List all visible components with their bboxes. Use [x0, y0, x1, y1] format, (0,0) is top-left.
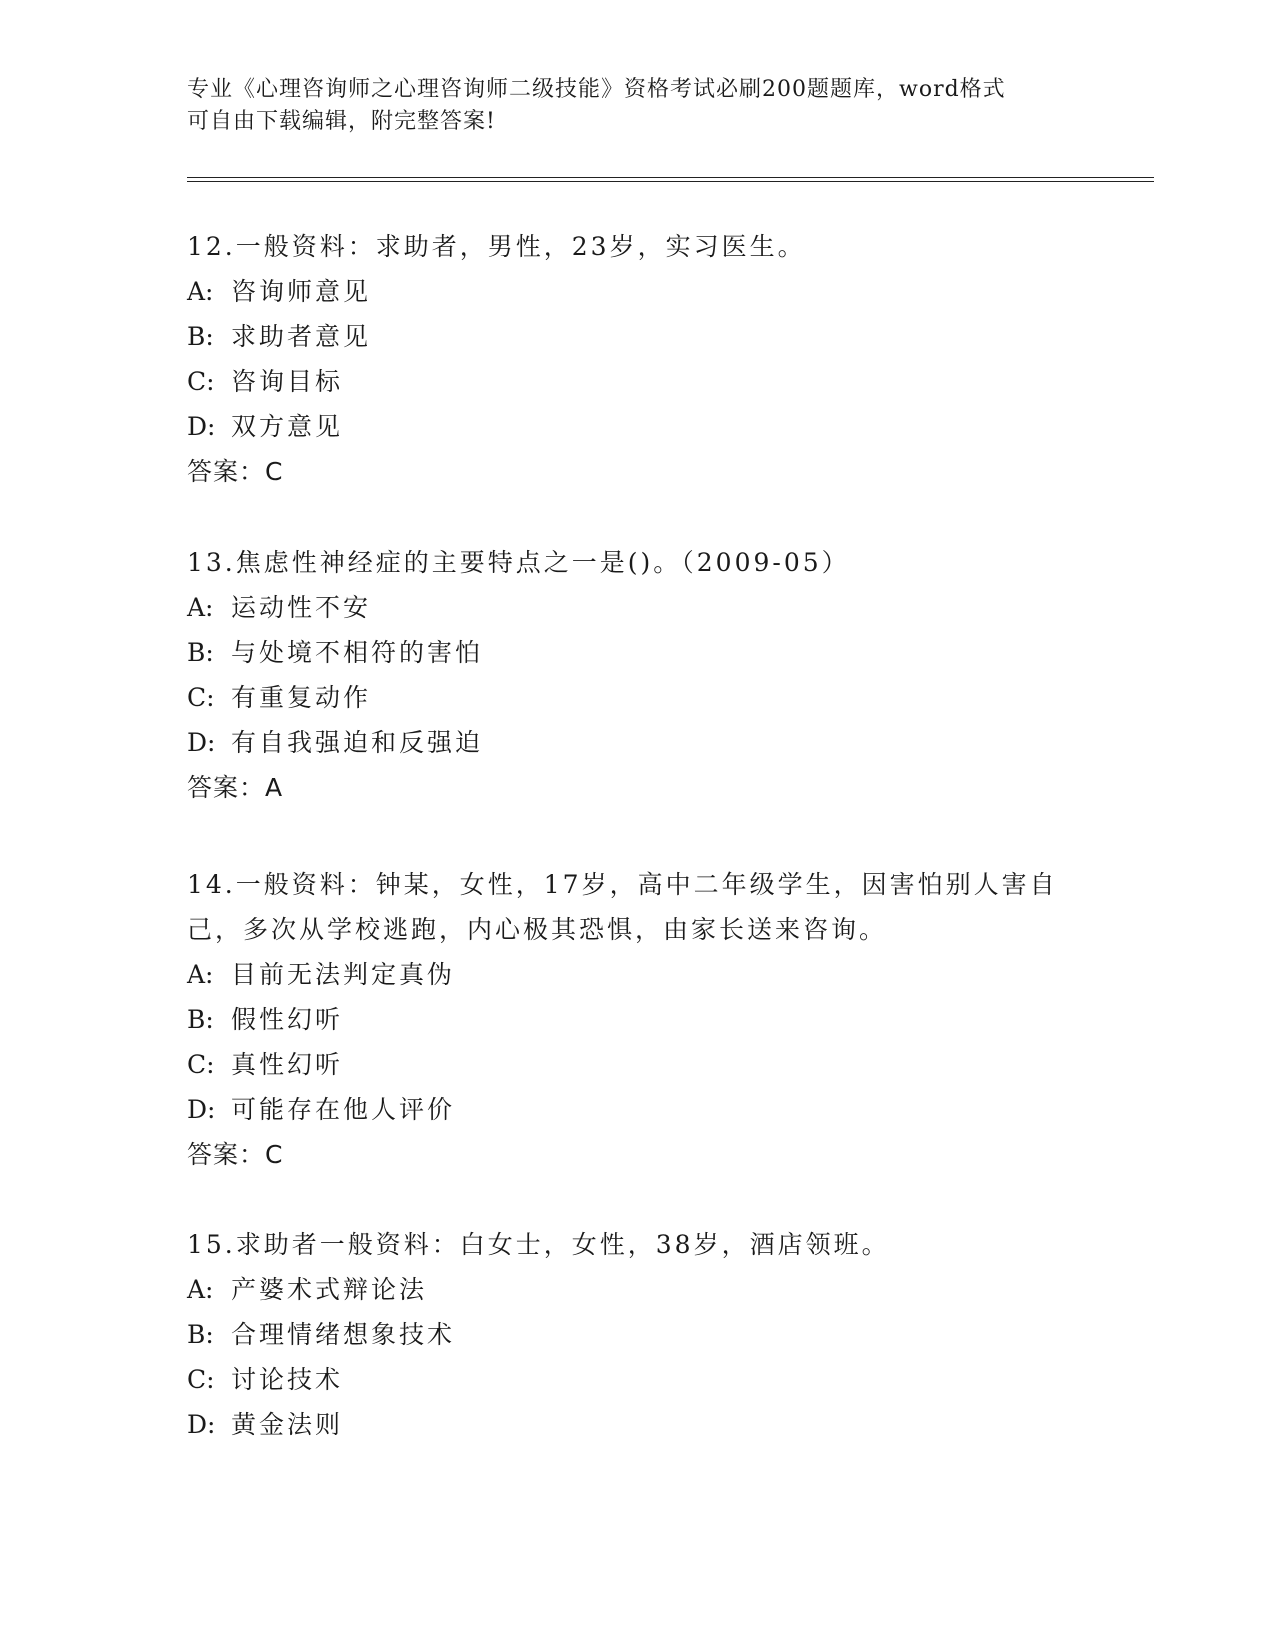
option-c: [187, 1357, 1087, 1402]
option-text: 黄金法则: [231, 1410, 344, 1439]
option-letter: A:: [187, 960, 214, 989]
question-stem-line-1: 14.一般资料：钟某，女性，17岁，高中二年级学生，因害怕别人害自: [187, 870, 1058, 899]
option-letter: A:: [187, 277, 214, 306]
option-letter: D:: [187, 412, 216, 441]
option-text: 目前无法判定真伪: [231, 960, 456, 989]
option-c: [187, 1042, 1087, 1087]
option-text: 讨论技术: [231, 1365, 344, 1394]
option-b: [187, 630, 1087, 675]
option-text: 双方意见: [231, 412, 344, 441]
option-letter: D:: [187, 1410, 216, 1439]
option-b: [187, 314, 1087, 359]
option-d: [187, 1402, 1087, 1447]
question-14: [187, 862, 1087, 1177]
option-text: 假性幻听: [231, 1005, 344, 1034]
option-text: 咨询师意见: [231, 277, 372, 306]
option-letter: C:: [187, 1365, 215, 1394]
option-letter: C:: [187, 367, 215, 396]
header-line-1: 专业《心理咨询师之心理咨询师二级技能》资格考试必刷200题题库，word格式: [187, 77, 1006, 102]
option-b: [187, 1312, 1087, 1357]
option-text: 合理情绪想象技术: [231, 1320, 456, 1349]
option-d: [187, 404, 1087, 449]
option-text: 咨询目标: [231, 367, 344, 396]
option-d: [187, 720, 1087, 765]
option-text: 真性幻听: [231, 1050, 344, 1079]
option-a: [187, 585, 1087, 630]
question-stem-line-2: 己，多次从学校逃跑，内心极其恐惧，由家长送来咨询。: [187, 915, 888, 944]
option-text: 与处境不相符的害怕: [231, 638, 484, 667]
question-stem: 15.求助者一般资料：白女士，女性，38岁，酒店领班。: [187, 1230, 890, 1259]
option-a: [187, 1267, 1087, 1312]
header-rule-bottom: [187, 181, 1154, 182]
option-letter: B:: [187, 1320, 214, 1349]
option-c: [187, 675, 1087, 720]
question-stem: 13.焦虑性神经症的主要特点之一是()。（2009-05）: [187, 548, 850, 577]
header-rule-top: [187, 177, 1154, 178]
option-a: [187, 952, 1087, 997]
answer: 答案：C: [187, 1140, 284, 1169]
option-letter: C:: [187, 683, 215, 712]
option-text: 可能存在他人评价: [231, 1095, 456, 1124]
option-letter: B:: [187, 322, 214, 351]
option-letter: A:: [187, 593, 214, 622]
header-line-2: 可自由下载编辑，附完整答案!: [187, 109, 496, 134]
option-text: 有自我强迫和反强迫: [231, 728, 484, 757]
answer: 答案：A: [187, 773, 284, 802]
option-letter: A:: [187, 1275, 214, 1304]
option-letter: C:: [187, 1050, 215, 1079]
question-13: [187, 540, 1087, 810]
option-letter: D:: [187, 1095, 216, 1124]
option-c: [187, 359, 1087, 404]
option-b: [187, 997, 1087, 1042]
question-stem: 12.一般资料：求助者，男性，23岁，实习医生。: [187, 232, 806, 261]
question-12: [187, 224, 1087, 494]
document-header: [187, 74, 1067, 138]
answer: 答案：C: [187, 457, 284, 486]
option-text: 有重复动作: [231, 683, 372, 712]
option-d: [187, 1087, 1087, 1132]
option-a: [187, 269, 1087, 314]
option-letter: D:: [187, 728, 216, 757]
option-text: 求助者意见: [231, 322, 372, 351]
option-text: 产婆术式辩论法: [231, 1275, 428, 1304]
option-letter: B:: [187, 1005, 214, 1034]
option-text: 运动性不安: [231, 593, 372, 622]
option-letter: B:: [187, 638, 214, 667]
question-15: [187, 1222, 1087, 1447]
